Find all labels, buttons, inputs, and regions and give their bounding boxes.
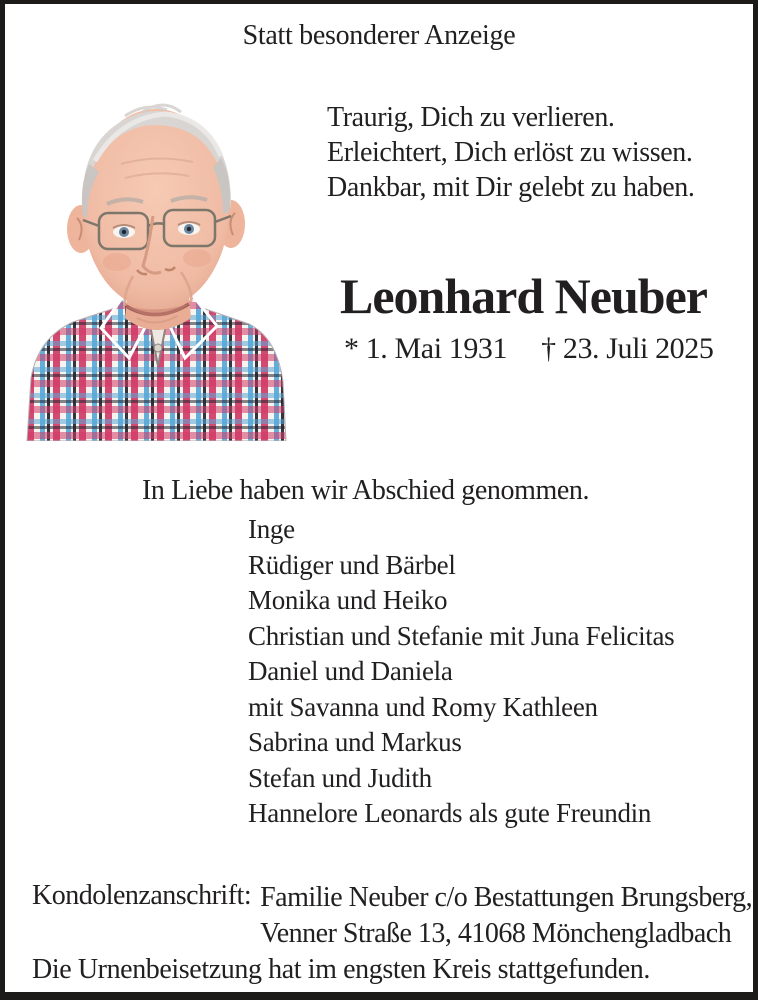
condolence-label: Kondolenzanschrift: bbox=[32, 880, 252, 911]
mourner-entry: Rüdiger und Bärbel bbox=[248, 549, 456, 580]
mourner-entry: Sabrina und Markus bbox=[248, 727, 462, 757]
epitaph-verse bbox=[327, 100, 694, 205]
farewell-line: In Liebe haben wir Abschied genommen. bbox=[142, 475, 590, 506]
condolence-address-line: Familie Neuber c/o Bestattungen Brungsberg, bbox=[260, 882, 753, 913]
mourner-entry: Monika und Heiko bbox=[248, 585, 448, 615]
mourner-entry: Stefan und Judith bbox=[248, 762, 432, 793]
epitaph-line: Traurig, Dich zu verlieren. bbox=[327, 102, 615, 133]
portrait-photo bbox=[25, 66, 288, 441]
condolence-address-line: Venner Straße 13, 41068 Mönchengladbach bbox=[260, 918, 732, 949]
portrait-illustration bbox=[25, 66, 288, 441]
condolence-address bbox=[32, 880, 752, 952]
epitaph-line: Dankbar, mit Dir gelebt zu haben. bbox=[327, 172, 695, 203]
birth-date: * 1. Mai 1931 bbox=[344, 332, 508, 365]
epitaph-line: Erleichtert, Dich erlöst zu wissen. bbox=[327, 137, 693, 168]
life-dates bbox=[344, 332, 714, 366]
mourner-entry: mit Savanna und Romy Kathleen bbox=[248, 691, 598, 722]
mourner-entry: Daniel und Daniela bbox=[248, 656, 453, 686]
death-date: † 23. Juli 2025 bbox=[541, 332, 714, 365]
mourner-entry: Hannelore Leonards als gute Freundin bbox=[248, 798, 652, 828]
deceased-name: Leonhard Neuber bbox=[340, 268, 707, 324]
notice-header: Statt besonderer Anzeige bbox=[242, 20, 516, 51]
burial-note: Die Urnenbeisetzung hat im engsten Kreis stattgefunden. bbox=[32, 954, 650, 985]
mourners-list bbox=[248, 512, 674, 832]
mourner-entry: Christian und Stefanie mit Juna Felicitas bbox=[248, 620, 675, 651]
mourner-entry: Inge bbox=[248, 514, 295, 544]
